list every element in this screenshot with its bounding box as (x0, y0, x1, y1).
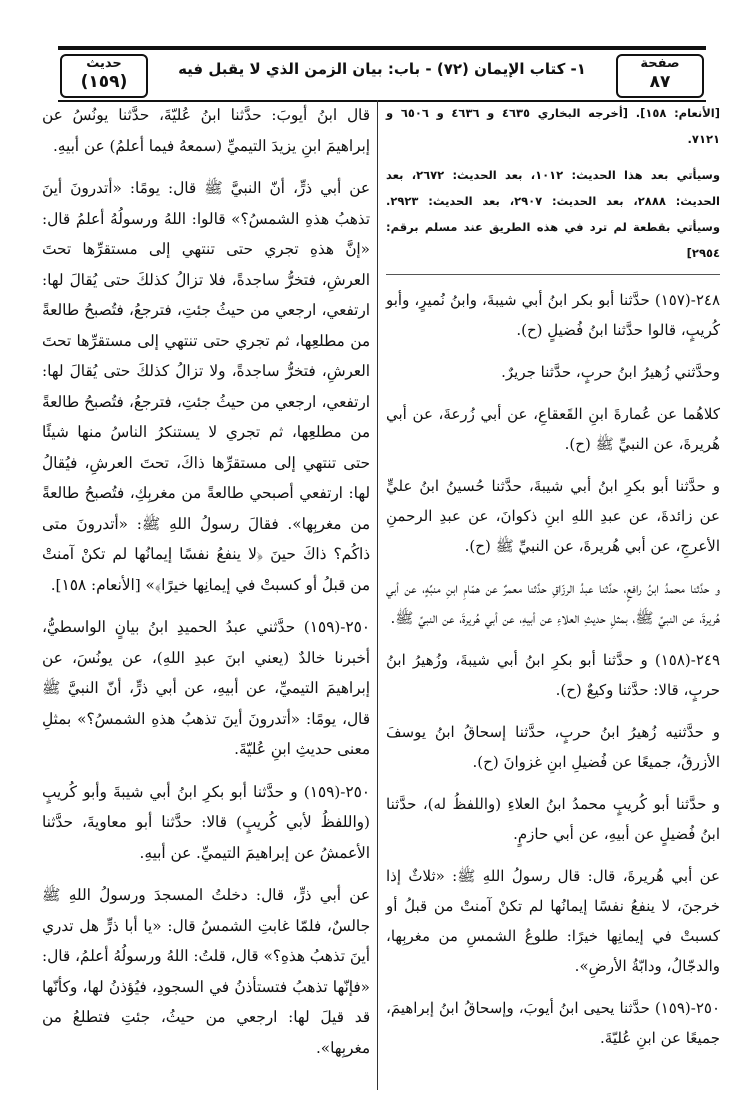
hadith-number-box (60, 54, 148, 98)
page-number-box (616, 54, 704, 98)
footnote-1: [الأنعام: ١٥٨]. [أخرجه البخاري ٤٦٣٥ و ٤٦٣٦ و ٦٥٠٦ و ٧١٢١. (386, 106, 720, 146)
right-column (386, 100, 720, 1065)
left-column (42, 100, 370, 1075)
hadith-paragraph: ٢٤٨-(١٥٧) حدَّثنا أبو بكر ابنُ أبي شيبةَ، وابنُ نُميرٍ، وأبو كُريبٍ، قالوا حدَّثنا ابنُ فُضيلٍ (ح). (386, 291, 720, 339)
hadith-paragraph: و حدَّثنا محمدُ ابنُ رافعٍ، حدَّثنا عبدُ الرزّاقِ حدَّثنا معمرٌ عن همّامِ ابنِ منبِّهٍ، عن أبي هُريرةَ، عن النبيِّ ﷺ، بمثلِ حديثِ العلاءِ عن أبيهِ، عن أبي هُريرةَ، عن النبيِّ ﷺ. (386, 579, 720, 627)
hadith-paragraph: و حدَّثنا أبو بكرِ ابنُ أبي شيبةَ، حدَّثنا حُسينُ ابنُ عليٍّ عن زائدةَ، عن عبدِ اللهِ ابنِ ذكوانَ، عن عبدِ الرحمنِ الأعرجِ، عن أبي هُريرةَ، عن النبيِّ ﷺ (ح). (386, 477, 720, 555)
footnote-2: وسيأتي بعد هذا الحديث: ١٠١٢، بعد الحديث: ٢٦٧٢، بعد الحديث: ٢٨٨٨، بعد الحديث: ٢٩٠٧، بعد الحديث: ٢٩٢٣. وسيأتي بقطعة لم ترد في هذه الطريق عند مسلم برقم: ٢٩٥٤] (386, 168, 721, 260)
hadith-paragraph: قال ابنُ أيوبَ: حدَّثنا ابنُ عُليّةَ، حدَّثنا يونُسُ عن إبراهيمَ ابنِ يزيدَ التيميِّ (سمعهُ فيما أعلمُ) عن أبيهِ. (42, 106, 370, 155)
hadith-paragraph: و حدَّثنيه زُهيرُ ابنُ حربٍ، حدَّثنا إسحاقُ ابنُ يوسفَ الأزرقُ، جميعًا عن فُضيلِ ابنِ غزوانَ (ح). (386, 723, 720, 771)
hadith-paragraph: وحدَّثني زُهيرُ ابنُ حربٍ، حدَّثنا جريرٌ. (501, 363, 720, 381)
page-label: صفحة (640, 56, 680, 71)
hadith-paragraph: كلاهُما عن عُمارةَ ابنِ القَعقاعِ، عن أبي زُرعةَ، عن أبي هُريرةَ، عن النبيِّ ﷺ (ح). (386, 405, 720, 453)
column-divider (377, 100, 378, 1090)
hadith-number: (١٥٩) (80, 72, 128, 92)
hadith-paragraph: ٢٥٠-(١٥٩) حدَّثنا يحيى ابنُ أيوبَ، وإسحاقُ ابنُ إبراهيمَ، جميعًا عن ابنِ عُليّةَ. (386, 999, 720, 1047)
hadith-label: حديث (86, 56, 122, 71)
running-title: ١- كتاب الإيمان (٧٢) - باب: بيان الزمن الذي لا يقبل فيه (178, 60, 586, 78)
hadith-paragraph: ٢٥٠-(١٥٩) و حدَّثنا أبو بكرِ ابنُ أبي شيبةَ وأبو كُريبٍ (واللفظُ لأبي كُريبٍ) قالا: حدَّثنا أبو معاويةَ، حدَّثنا الأعمشُ عن إبراهيمَ التيميِّ. عن أبيهِ. (42, 782, 370, 862)
page-header (58, 46, 706, 102)
hadith-paragraph: و حدَّثنا أبو كُريبٍ محمدُ ابنُ العلاءِ (واللفظُ له)، حدَّثنا ابنُ فُضيلٍ عن أبيهِ، عن أبي حازمٍ. (386, 795, 720, 843)
hadith-paragraph: عن أبي ذرٍّ، أنّ النبيَّ ﷺ قال: يومًا: «أتدرونَ أينَ تذهبُ هذهِ الشمسُ؟» قالوا: اللهُ ورسولُهُ أعلمُ قال: «إنَّ هذهِ تجري حتى تنتهي إلى مستقرِّها تحتَ العرشِ، فتخرُّ ساجدةً، فلا تزالُ كذلكَ حتى يُقالَ لها: ارتفعي، ارجعي من حيثُ جئتِ، فترجعُ، فتُصبحُ طالعةً من مطلعِها، ثم تجري حتى تنتهي إلى مستقرِّها تحتَ العرشِ، فتخرُّ ساجدةً، ولا تزالُ كذلكَ حتى يُقالَ لها: ارتفعي، ارجعي من حيثُ جئتِ، فترجعُ، فتُصبحُ طالعةً من مطلعِها، ثم تجري لا يستنكرُ الناسُ منها شيئًا حتى تنتهي إلى مستقرِّها ذاكَ، تحتَ العرشِ، فيُقالُ لها: ارتفعي أصبحي طالعةً من مغربِكِ، فتُصبحُ طالعةً من مغربِها». فقالَ رسولُ اللهِ ﷺ: «أتدرونَ متى ذاكُم؟ ذاكَ حينَ ﴿لا ينفعُ نفسًا إيمانُها لم تكنْ آمنتْ من قبلُ أو كسبتْ في إيمانِها خيرًا﴾» [الأنعام: ١٥٨]. (42, 179, 370, 594)
footnote-separator (386, 274, 720, 275)
hadith-paragraph: ٢٤٩-(١٥٨) و حدَّثنا أبو بكرِ ابنُ أبي شيبةَ، وزُهيرُ ابنُ حربٍ، قالا: حدَّثنا وكيعٌ (ح). (386, 651, 720, 699)
page-number: ٨٧ (649, 72, 671, 92)
hadith-paragraph: ٢٥٠-(١٥٩) حدَّثني عبدُ الحميدِ ابنُ بيانٍ الواسطيُّ، أخبرنا خالدٌ (يعني ابنَ عبدِ اللهِ)، عن يونُسَ، عن إبراهيمَ التيميِّ، عن أبيهِ، عن أبي ذرٍّ، أنّ النبيَّ ﷺ قال، يومًا: «أتدرونَ أينَ تذهبُ هذهِ الشمسُ؟» بمثلِ معنى حديثِ ابنِ عُليّةَ. (42, 618, 370, 758)
hadith-paragraph: عن أبي هُريرةَ، قال: قال رسولُ اللهِ ﷺ: «ثلاثٌ إذا خرجنَ، لا ينفعُ نفسًا إيمانُها لم تكنْ آمنتْ من قبلُ أو كسبتْ في إيمانِها خيرًا: طلوعُ الشمسِ من مغربِها، والدجّالُ، ودابّةُ الأرضِ». (386, 867, 720, 975)
hadith-paragraph: عن أبي ذرٍّ، قال: دخلتُ المسجدَ ورسولُ اللهِ ﷺ جالسٌ، فلمّا غابتِ الشمسُ قال: «يا أبا ذرٍّ هل تدري أينَ تذهبُ هذهِ؟» قال، قلتُ: اللهُ ورسولُهُ أعلمُ، قال: «فإنّها تذهبُ فتستأذنُ في السجودِ، فيُؤذنُ لها، وكأنّها قد قيلَ لها: ارجعي من حيثُ، جئتِ فتطلعُ من مغربِها». (42, 886, 370, 1057)
